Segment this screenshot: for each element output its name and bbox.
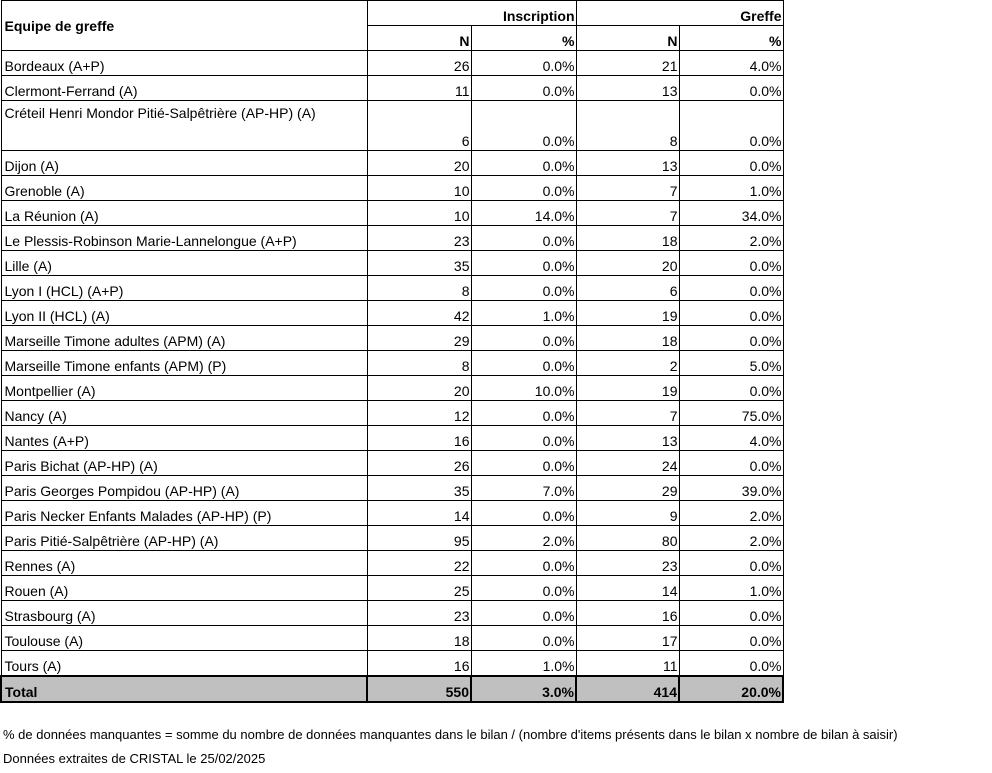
inscription-pct: 0.0% xyxy=(471,601,576,626)
table-row xyxy=(1,301,783,326)
greffe-pct: 0.0% xyxy=(679,451,783,476)
inscription-n: 10 xyxy=(367,201,471,226)
definition-note: % de données manquantes = somme du nombre de données manquantes dans le bilan / (nombre d'items présents dans le bilan x nombre de bilan à saisir) xyxy=(3,727,898,742)
inscription-n: 10 xyxy=(367,176,471,201)
greffe-pct: 39.0% xyxy=(679,476,783,501)
inscription-pct: 0.0% xyxy=(471,351,576,376)
table-row xyxy=(1,576,783,601)
greffe-pct: 0.0% xyxy=(679,551,783,576)
greffe-n: 11 xyxy=(576,651,679,677)
table-row xyxy=(1,551,783,576)
team-name: Marseille Timone enfants (APM) (P) xyxy=(1,351,367,376)
inscription-n: 35 xyxy=(367,476,471,501)
greffe-n: 17 xyxy=(576,626,679,651)
greffe-n: 13 xyxy=(576,151,679,176)
inscription-n: 95 xyxy=(367,526,471,551)
inscription-n: 20 xyxy=(367,151,471,176)
total-inscription-pct: 3.0% xyxy=(471,676,576,702)
greffe-pct: 0.0% xyxy=(679,651,783,677)
inscription-pct: 0.0% xyxy=(471,151,576,176)
table-row xyxy=(1,451,783,476)
table-row xyxy=(1,251,783,276)
greffe-pct: 0.0% xyxy=(679,101,783,151)
table-row xyxy=(1,401,783,426)
greffe-pct: 2.0% xyxy=(679,526,783,551)
team-name: Paris Georges Pompidou (AP-HP) (A) xyxy=(1,476,367,501)
greffe-n: 13 xyxy=(576,76,679,101)
table-row xyxy=(1,326,783,351)
greffe-pct: 4.0% xyxy=(679,51,783,76)
inscription-n: 8 xyxy=(367,276,471,301)
greffe-n: 6 xyxy=(576,276,679,301)
inscription-pct: 0.0% xyxy=(471,176,576,201)
greffe-n: 13 xyxy=(576,426,679,451)
inscription-pct: 0.0% xyxy=(471,576,576,601)
greffe-n: 16 xyxy=(576,601,679,626)
inscription-n: 6 xyxy=(367,101,471,151)
greffe-n: 80 xyxy=(576,526,679,551)
total-row xyxy=(1,676,783,702)
greffe-n: 24 xyxy=(576,451,679,476)
inscription-group-header: Inscription xyxy=(367,1,576,26)
inscription-n: 16 xyxy=(367,651,471,677)
total-greffe-pct: 20.0% xyxy=(679,676,783,702)
inscription-pct: 0.0% xyxy=(471,626,576,651)
inscription-n: 23 xyxy=(367,601,471,626)
inscription-pct: 0.0% xyxy=(471,326,576,351)
inscription-pct: 0.0% xyxy=(471,276,576,301)
team-name: Grenoble (A) xyxy=(1,176,367,201)
team-name: Lille (A) xyxy=(1,251,367,276)
greffe-pct: 5.0% xyxy=(679,351,783,376)
inscription-n: 35 xyxy=(367,251,471,276)
inscription-pct: 0.0% xyxy=(471,401,576,426)
team-name: Tours (A) xyxy=(1,651,367,677)
table-row xyxy=(1,501,783,526)
team-name: La Réunion (A) xyxy=(1,201,367,226)
table-row xyxy=(1,626,783,651)
team-name: Nancy (A) xyxy=(1,401,367,426)
greffe-pct: 0.0% xyxy=(679,601,783,626)
greffe-pct: 0.0% xyxy=(679,301,783,326)
team-name: Dijon (A) xyxy=(1,151,367,176)
greffe-n: 19 xyxy=(576,376,679,401)
inscription-n: 11 xyxy=(367,76,471,101)
team-name: Paris Bichat (AP-HP) (A) xyxy=(1,451,367,476)
table-row xyxy=(1,51,783,76)
greffe-pct: 2.0% xyxy=(679,226,783,251)
greffe-n: 21 xyxy=(576,51,679,76)
inscription-n: 22 xyxy=(367,551,471,576)
team-name: Clermont-Ferrand (A) xyxy=(1,76,367,101)
table-row xyxy=(1,76,783,101)
table-row xyxy=(1,376,783,401)
inscription-pct: 0.0% xyxy=(471,501,576,526)
total-inscription-n: 550 xyxy=(367,676,471,702)
inscription-pct: 10.0% xyxy=(471,376,576,401)
inscription-n: 23 xyxy=(367,226,471,251)
inscription-n: 8 xyxy=(367,351,471,376)
inscription-pct: 0.0% xyxy=(471,226,576,251)
team-name: Créteil Henri Mondor Pitié-Salpêtrière (AP-HP) (A) xyxy=(1,101,367,151)
inscription-n: 16 xyxy=(367,426,471,451)
inscription-n-header: N xyxy=(367,26,471,51)
inscription-pct: 0.0% xyxy=(471,251,576,276)
greffe-n: 19 xyxy=(576,301,679,326)
table-body xyxy=(1,51,783,677)
total-greffe-n: 414 xyxy=(576,676,679,702)
greffe-n: 29 xyxy=(576,476,679,501)
table-row xyxy=(1,651,783,677)
team-name: Le Plessis-Robinson Marie-Lannelongue (A+P) xyxy=(1,226,367,251)
table-row xyxy=(1,201,783,226)
greffe-n: 9 xyxy=(576,501,679,526)
table-row xyxy=(1,426,783,451)
inscription-pct: 14.0% xyxy=(471,201,576,226)
greffe-n: 7 xyxy=(576,201,679,226)
inscription-pct: 0.0% xyxy=(471,551,576,576)
inscription-n: 20 xyxy=(367,376,471,401)
team-name: Rouen (A) xyxy=(1,576,367,601)
table-row xyxy=(1,276,783,301)
greffe-pct: 1.0% xyxy=(679,576,783,601)
greffe-pct: 75.0% xyxy=(679,401,783,426)
greffe-n: 7 xyxy=(576,401,679,426)
table-row xyxy=(1,101,783,151)
inscription-n: 14 xyxy=(367,501,471,526)
greffe-pct: 0.0% xyxy=(679,76,783,101)
greffe-n-header: N xyxy=(576,26,679,51)
greffe-pct: 0.0% xyxy=(679,326,783,351)
inscription-n: 42 xyxy=(367,301,471,326)
source-note: Données extraites de CRISTAL le 25/02/2025 xyxy=(3,751,266,766)
greffe-n: 18 xyxy=(576,226,679,251)
greffe-pct: 0.0% xyxy=(679,151,783,176)
inscription-pct: 0.0% xyxy=(471,426,576,451)
team-name: Lyon II (HCL) (A) xyxy=(1,301,367,326)
table-row xyxy=(1,526,783,551)
greffe-n: 7 xyxy=(576,176,679,201)
team-name: Marseille Timone adultes (APM) (A) xyxy=(1,326,367,351)
greffe-n: 23 xyxy=(576,551,679,576)
team-name: Strasbourg (A) xyxy=(1,601,367,626)
greffe-pct: 0.0% xyxy=(679,276,783,301)
inscription-n: 12 xyxy=(367,401,471,426)
greffe-pct: 2.0% xyxy=(679,501,783,526)
greffe-n: 20 xyxy=(576,251,679,276)
greffe-pct: 0.0% xyxy=(679,376,783,401)
team-name: Toulouse (A) xyxy=(1,626,367,651)
greffe-group-header: Greffe xyxy=(576,1,783,26)
inscription-pct: 1.0% xyxy=(471,301,576,326)
inscription-pct-header: % xyxy=(471,26,576,51)
greffe-pct: 1.0% xyxy=(679,176,783,201)
greffe-pct: 4.0% xyxy=(679,426,783,451)
greffe-n: 14 xyxy=(576,576,679,601)
inscription-pct: 2.0% xyxy=(471,526,576,551)
greffe-n: 2 xyxy=(576,351,679,376)
inscription-pct: 0.0% xyxy=(471,101,576,151)
table-row xyxy=(1,226,783,251)
inscription-pct: 0.0% xyxy=(471,451,576,476)
team-name: Nantes (A+P) xyxy=(1,426,367,451)
team-name: Paris Pitié-Salpêtrière (AP-HP) (A) xyxy=(1,526,367,551)
inscription-n: 26 xyxy=(367,451,471,476)
team-column-header: Equipe de greffe xyxy=(1,1,367,51)
team-name: Montpellier (A) xyxy=(1,376,367,401)
greffe-pct: 0.0% xyxy=(679,626,783,651)
team-name: Rennes (A) xyxy=(1,551,367,576)
table-row xyxy=(1,476,783,501)
team-name: Lyon I (HCL) (A+P) xyxy=(1,276,367,301)
total-label: Total xyxy=(1,676,367,702)
inscription-pct: 0.0% xyxy=(471,51,576,76)
inscription-pct: 0.0% xyxy=(471,76,576,101)
inscription-n: 29 xyxy=(367,326,471,351)
table-row xyxy=(1,601,783,626)
inscription-n: 25 xyxy=(367,576,471,601)
greffe-n: 8 xyxy=(576,101,679,151)
team-name: Bordeaux (A+P) xyxy=(1,51,367,76)
inscription-n: 26 xyxy=(367,51,471,76)
greffe-pct-header: % xyxy=(679,26,783,51)
team-name: Paris Necker Enfants Malades (AP-HP) (P) xyxy=(1,501,367,526)
greffe-n: 18 xyxy=(576,326,679,351)
table-row xyxy=(1,151,783,176)
inscription-n: 18 xyxy=(367,626,471,651)
greffe-pct: 0.0% xyxy=(679,251,783,276)
table-row xyxy=(1,351,783,376)
inscription-pct: 7.0% xyxy=(471,476,576,501)
inscription-pct: 1.0% xyxy=(471,651,576,677)
greffe-pct: 34.0% xyxy=(679,201,783,226)
table-row xyxy=(1,176,783,201)
